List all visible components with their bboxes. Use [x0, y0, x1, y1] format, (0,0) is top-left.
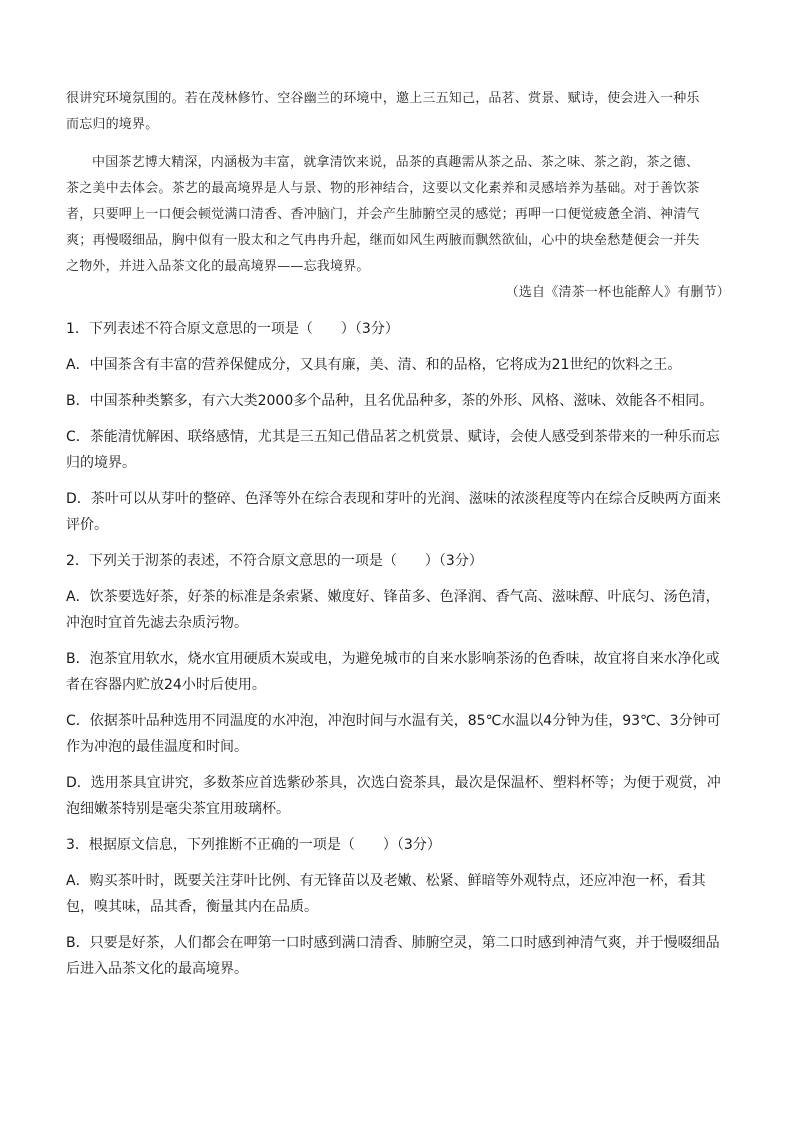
question-3 — [66, 832, 730, 982]
passage-line: 之物外，并进入品茶文化的最高境界——忘我境界。 — [66, 259, 370, 274]
question-1 — [66, 316, 730, 538]
question-stem: 1．下列表述不符合原文意思的一项是（ ）（3分） — [66, 321, 399, 337]
option-c: C．茶能清忧解困、联络感情，尤其是三五知己借品茗之机赏景、赋诗，会使人感受到茶带来的一种乐而忘归的境界。 — [66, 429, 720, 471]
option-c: C．依据茶叶品种选用不同温度的水冲泡，冲泡时间与水温有关，85℃水温以4分钟为佳，93℃、3分钟可作为冲泡的最佳温度和时间。 — [66, 713, 721, 755]
option-b: B．只要是好茶，人们都会在呷第一口时感到满口清香、肺腑空灵，第二口时感到神清气爽，并于慢啜细品后进入品茶文化的最高境界。 — [66, 935, 720, 977]
passage-line: 中国茶艺博大精深，内涵极为丰富，就拿清饮来说，品茶的真趣需从茶之品、茶之味、茶之韵，茶之德、 — [92, 155, 700, 170]
passage-source: （选自《清茶一杯也能醉人》有删节） — [505, 285, 730, 300]
option-d: D．选用茶具宜讲究，多数茶应首选紫砂茶具，次选白瓷茶具，最次是保温杯、塑料杯等；为便于观赏，冲泡细嫩茶特别是毫尖茶宜用玻璃杯。 — [66, 775, 721, 817]
option-b: B．泡茶宜用软水，烧水宜用硬质木炭或电，为避免城市的自来水影响茶汤的色香味，故宜将自来水净化或者在容器内贮放24小时后使用。 — [66, 651, 720, 693]
option-d: D．茶叶可以从芽叶的整碎、色泽等外在综合表现和芽叶的光润、滋味的浓淡程度等内在综合反映两方面来评价。 — [66, 491, 721, 533]
option-b: B．中国茶种类繁多，有六大类2000多个品种，且名优品种多，茶的外形、风格、滋味、效能各不相同。 — [66, 393, 714, 409]
document-page — [66, 86, 730, 982]
question-list — [66, 316, 730, 982]
question-2 — [66, 548, 730, 822]
paragraph-gap — [66, 138, 730, 150]
question-stem: 3．根据原文信息，下列推断不正确的一项是（ ）（3分） — [66, 837, 441, 853]
passage-line: 茶之美中去体会。茶艺的最高境界是人与景、物的形神结合，这要以文化素养和灵感培养为基础。对于善饮茶 — [66, 181, 700, 196]
passage-line: 爽；再慢啜细品，胸中似有一股太和之气冉冉升起，继而如风生两腋而飘然欲仙，心中的块垒愁楚便会一并失 — [66, 233, 700, 248]
question-stem: 2．下列关于沏茶的表述，不符合原文意思的一项是（ ）（3分） — [66, 553, 483, 569]
passage-line: 者，只要呷上一口便会顿觉满口清香、香冲脑门，并会产生肺腑空灵的感觉；再呷一口便觉疲惫全消、神清气 — [66, 207, 700, 222]
reading-passage — [66, 86, 730, 306]
passage-line: 很讲究环境氛围的。若在茂林修竹、空谷幽兰的环境中，邀上三五知己，品茗、赏景、赋诗，使会进入一种乐 — [66, 91, 700, 106]
option-a: A．饮茶要选好茶，好茶的标准是条索紧、嫩度好、锋苗多、色泽润、香气高、滋味醇、叶底匀、汤色清，冲泡时宜首先滤去杂质污物。 — [66, 589, 720, 631]
option-a: A．中国茶含有丰富的营养保健成分，又具有廉，美、清、和的品格，它将成为21世纪的饮料之王。 — [66, 357, 682, 373]
option-a: A．购买茶叶时，既要关注芽叶比例、有无锋苗以及老嫩、松紧、鲜暗等外观特点，还应冲泡一杯，看其包，嗅其味，品其香，衡量其内在品质。 — [66, 873, 706, 915]
passage-line: 而忘归的境界。 — [66, 117, 159, 132]
